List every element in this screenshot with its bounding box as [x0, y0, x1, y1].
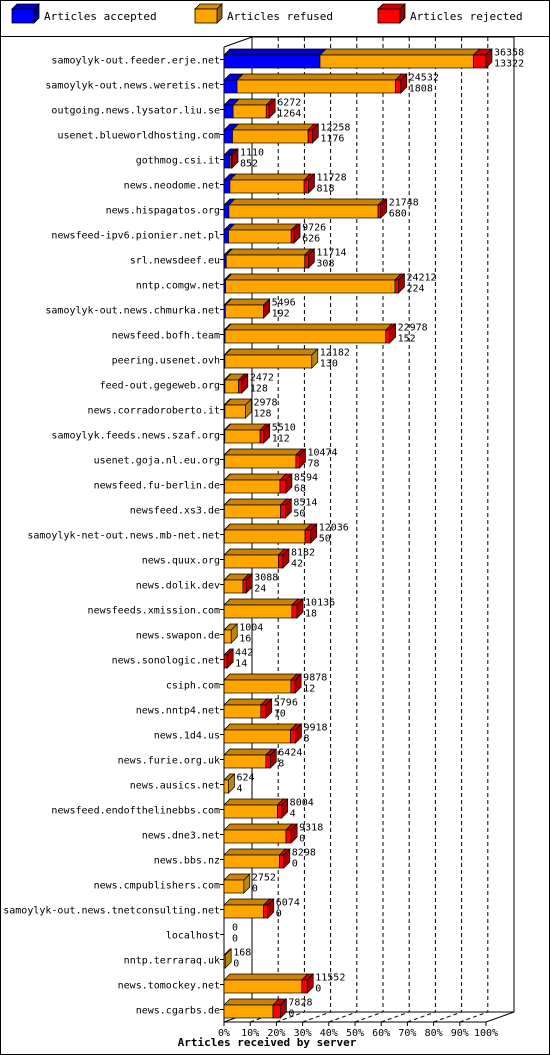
data-label-accepted: 0: [299, 833, 306, 845]
data-label-total: 10474: [307, 447, 338, 459]
x-tick-label: 50%: [345, 1028, 365, 1039]
bar-top: [224, 974, 308, 980]
bar-segment-rejected: [302, 980, 307, 993]
bar-segment-rejected: [261, 705, 266, 718]
bar-segment-accepted: [224, 105, 233, 118]
data-label-accepted: 50: [318, 533, 331, 545]
bar-segment-refused: [225, 330, 386, 343]
bar-segment-refused: [225, 355, 312, 368]
legend-label: Articles rejected: [410, 10, 523, 23]
bar-segment-refused: [225, 430, 260, 443]
x-tick-label: 90%: [450, 1028, 469, 1039]
bar-top: [230, 174, 310, 180]
legend-swatch: [378, 9, 400, 23]
category-label: outgoing.news.lysator.liu.se: [51, 105, 220, 117]
bar-segment-rejected: [224, 655, 227, 668]
bar-segment-refused: [237, 80, 396, 93]
data-label-accepted: 42: [290, 558, 304, 570]
bar-top: [225, 424, 266, 430]
data-label-accepted: 128: [249, 383, 268, 395]
bar-top: [224, 599, 298, 605]
category-label: news.dolik.dev: [135, 580, 220, 592]
category-label: samoylyk-out.news.tnetconsulting.net: [3, 905, 220, 917]
data-label-accepted: 0: [275, 908, 282, 920]
category-label: usenet.blueworldhosting.com: [57, 130, 220, 142]
bar-top: [229, 224, 298, 230]
category-label: samoylyk-net-out.news.mb-net.net: [27, 530, 220, 542]
data-label-total: 36358: [494, 47, 525, 59]
bar-segment-refused: [224, 605, 292, 618]
bar-top: [224, 699, 267, 705]
data-label-accepted: 10: [273, 708, 286, 720]
bar-top: [224, 724, 296, 730]
bar-segment-refused: [224, 905, 264, 918]
bar-top: [224, 524, 311, 530]
bar-segment-rejected: [292, 605, 297, 618]
bar-segment-rejected: [396, 80, 401, 93]
bar-segment-refused: [224, 1005, 273, 1018]
bar-segment-refused: [225, 405, 246, 418]
data-label-accepted: 1264: [277, 108, 302, 120]
category-label: newsfeed-ipv6.pionier.net.pl: [51, 230, 220, 242]
bar-top: [225, 324, 392, 330]
bar-segment-accepted: [224, 230, 229, 243]
data-label-total: 168: [233, 947, 252, 959]
bar-segment-rejected: [278, 555, 283, 568]
data-label-accepted: 12: [303, 683, 316, 695]
x-tick-label: 10%: [241, 1028, 260, 1039]
bar-top: [226, 249, 311, 255]
bar-segment-rejected: [280, 480, 286, 493]
data-label-total: 9318: [299, 822, 324, 834]
bar-segment-rejected: [386, 330, 390, 343]
category-label: newsfeed.xs3.de: [129, 505, 220, 517]
data-label-total: 10136: [305, 597, 336, 609]
bar-segment-rejected: [273, 1005, 280, 1018]
bar-segment-refused: [224, 830, 286, 843]
data-label-accepted: 224: [406, 283, 425, 295]
data-label-accepted: 78: [307, 458, 320, 470]
data-label-accepted: 68: [293, 483, 306, 495]
bar-segment-accepted: [224, 130, 232, 143]
data-label-total: 7828: [288, 997, 313, 1009]
category-label: news.hispagatos.org: [105, 205, 220, 217]
data-label-total: 11714: [316, 247, 347, 259]
data-label-accepted: 8: [278, 758, 285, 770]
category-label: news.quux.org: [141, 555, 220, 567]
data-label-accepted: 13322: [494, 58, 525, 70]
bar-segment-refused: [230, 180, 304, 193]
data-label-total: 9918: [303, 722, 328, 734]
bar-top: [226, 274, 401, 280]
bar-top: [224, 799, 283, 805]
bar-top: [320, 49, 479, 55]
bar-top: [224, 674, 297, 680]
x-tick-label: 30%: [293, 1028, 312, 1039]
x-tick-label: 60%: [372, 1028, 391, 1039]
data-label-total: 8594: [293, 472, 319, 484]
data-label-total: 8004: [289, 797, 314, 809]
data-label-total: 5796: [273, 697, 298, 709]
category-label: newsfeed.fu-berlin.de: [93, 480, 220, 492]
data-label-total: 0: [232, 922, 239, 934]
bar-top: [225, 449, 302, 455]
data-label-total: 5510: [271, 422, 296, 434]
data-label-accepted: 4: [289, 808, 296, 820]
x-tick-label: 70%: [398, 1028, 417, 1039]
data-label-total: 5496: [271, 297, 296, 309]
bar-top: [229, 199, 384, 205]
category-label: news.neodome.net: [123, 180, 220, 192]
data-label-accepted: 0: [288, 1008, 295, 1020]
legend-swatch: [195, 9, 217, 23]
data-label-total: 12182: [319, 347, 350, 359]
category-label: samoylyk.feeds.news.szaf.org: [51, 430, 220, 442]
category-label: news.corradoroberto.it: [87, 405, 220, 417]
bar-segment-refused: [224, 855, 279, 868]
data-label-total: 12036: [318, 522, 349, 534]
data-label-total: 6074: [275, 897, 300, 909]
data-label-total: 8182: [290, 547, 316, 559]
bar-segment-refused: [224, 505, 280, 518]
bar-segment-refused: [224, 630, 231, 643]
category-label: news.sonologic.net: [111, 655, 220, 667]
data-label-total: 6424: [278, 747, 303, 759]
data-label-accepted: 18: [305, 608, 318, 620]
category-label: news.dne3.net: [141, 830, 220, 842]
data-label-total: 21748: [388, 197, 419, 209]
bar-segment-rejected: [279, 855, 283, 868]
data-label-accepted: 818: [316, 183, 335, 195]
bar-segment-rejected: [296, 455, 300, 468]
category-label: samoylyk-out.news.weretis.net: [45, 80, 220, 92]
bar-segment-rejected: [305, 255, 309, 268]
data-label-accepted: 1808: [408, 83, 433, 95]
data-label-total: 8514: [293, 497, 318, 509]
bar-segment-refused: [224, 680, 291, 693]
bar-top: [233, 99, 272, 105]
bar-top: [224, 899, 270, 905]
category-label: news.bbs.nz: [153, 855, 220, 867]
bar-segment-refused: [232, 130, 308, 143]
bar-segment-refused: [229, 230, 292, 243]
category-label: samoylyk-out.feeder.erje.net: [51, 55, 220, 67]
bar-segment-rejected: [308, 130, 312, 143]
bar-segment-rejected: [243, 580, 246, 593]
data-label-accepted: 852: [239, 158, 259, 170]
data-label-total: 8298: [291, 847, 316, 859]
data-label-total: 2752: [251, 872, 276, 884]
data-label-accepted: 680: [388, 208, 407, 220]
category-label: srl.newsdeef.eu: [129, 255, 220, 267]
data-label-total: 11728: [316, 172, 347, 184]
category-label: news.furie.org.uk: [117, 755, 220, 767]
bar-top: [224, 999, 279, 1005]
bar-segment-rejected: [290, 730, 295, 743]
bar-top: [224, 549, 284, 555]
bar-segment-refused: [224, 580, 243, 593]
data-label-accepted: 0: [315, 983, 322, 995]
bar-segment-refused: [233, 105, 266, 118]
bar-segment-refused: [320, 55, 473, 68]
data-label-accepted: 8: [303, 733, 310, 745]
data-label-total: 624: [236, 772, 255, 784]
bar-segment-rejected: [291, 230, 294, 243]
category-label: gothmog.csi.it: [135, 155, 220, 167]
x-tick-label: 80%: [424, 1028, 443, 1039]
data-label-total: 22978: [397, 322, 428, 334]
bar-segment-accepted: [224, 80, 237, 93]
bar-segment-refused: [224, 730, 290, 743]
bar-segment-refused: [226, 255, 305, 268]
category-label: news.ausics.net: [129, 780, 220, 792]
bar-segment-rejected: [286, 830, 291, 843]
data-label-total: 1004: [239, 622, 264, 634]
bar-segment-refused: [229, 205, 378, 218]
data-label-accepted: 308: [316, 258, 335, 270]
data-label-total: 1110: [239, 147, 265, 159]
bar-segment-rejected: [473, 55, 486, 68]
x-tick-label: 40%: [319, 1028, 338, 1039]
category-label: feed-out.gegeweb.org: [99, 380, 220, 392]
data-label-accepted: 128: [253, 408, 272, 420]
category-label: csiph.com: [165, 680, 220, 692]
bar-top: [224, 499, 286, 505]
category-label: newsfeed.endofthelinebbs.com: [51, 805, 220, 817]
bar-segment-refused: [224, 555, 278, 568]
data-label-total: 11552: [315, 972, 346, 984]
bar-segment-rejected: [291, 680, 295, 693]
bar-segment-refused: [225, 305, 263, 318]
bar-segment-refused: [224, 480, 279, 493]
data-label-total: 12258: [320, 122, 351, 134]
data-label-accepted: 14: [235, 658, 248, 670]
data-label-accepted: 24: [254, 583, 267, 595]
bar-segment-rejected: [395, 280, 399, 293]
bar-segment-rejected: [264, 905, 268, 918]
bar-segment-refused: [224, 780, 228, 793]
data-label-total: 24212: [406, 272, 437, 284]
bar-top: [232, 124, 314, 130]
legend-label: Articles accepted: [44, 10, 157, 23]
data-label-accepted: 4: [236, 783, 243, 795]
category-label: news.cgarbs.de: [135, 1005, 220, 1017]
bar-segment-rejected: [378, 205, 381, 218]
category-label: news.nntp4.net: [135, 705, 220, 717]
bar-segment-rejected: [305, 530, 311, 543]
bar-segment-accepted: [224, 55, 320, 68]
data-label-accepted: 50: [293, 508, 306, 520]
category-label: usenet.goja.nl.eu.org: [93, 455, 220, 467]
category-label: news.tomockey.net: [117, 980, 220, 992]
category-label: peering.usenet.ovh: [111, 355, 220, 367]
data-label-total: 24532: [408, 72, 439, 84]
x-axis-label: Articles received by server: [177, 1036, 357, 1049]
bar-segment-rejected: [260, 430, 264, 443]
data-label-accepted: 626: [302, 233, 321, 245]
data-label-accepted: 152: [397, 333, 416, 345]
bar-segment-refused: [224, 755, 266, 768]
bar-segment-accepted: [224, 155, 230, 168]
bar-segment-rejected: [266, 755, 270, 768]
bar-segment-rejected: [239, 380, 242, 393]
data-label-total: 9878: [303, 672, 328, 684]
data-label-accepted: 1176: [320, 133, 345, 145]
bar-top: [224, 474, 285, 480]
x-tick-label: 100%: [473, 1028, 499, 1039]
data-label-total: 2472: [249, 372, 274, 384]
bar-segment-refused: [224, 880, 244, 893]
bar-segment-refused: [224, 805, 277, 818]
category-label: nntp.terraraq.uk: [123, 955, 220, 967]
category-label: samoylyk-out.news.chmurka.net: [45, 305, 220, 317]
bar-top: [237, 74, 402, 80]
data-label-accepted: 130: [319, 358, 338, 370]
bar-top: [224, 749, 272, 755]
category-label: news.1d4.us: [153, 730, 220, 742]
data-label-total: 442: [235, 647, 254, 659]
bar-segment-rejected: [304, 180, 308, 193]
bar-segment-refused: [224, 980, 302, 993]
bar-segment-rejected: [266, 105, 269, 118]
bar-segment-refused: [225, 455, 296, 468]
category-label: news.swapon.de: [135, 630, 220, 642]
category-label: newsfeeds.xmission.com: [87, 605, 220, 617]
bar-segment-refused: [224, 530, 305, 543]
data-label-accepted: 112: [271, 433, 290, 445]
data-label-total: 6272: [277, 97, 302, 109]
legend-label: Articles refused: [227, 10, 333, 23]
legend-swatch: [12, 9, 34, 23]
category-label: newsfeed.bofh.team: [111, 330, 220, 342]
x-tick-label: 20%: [267, 1028, 286, 1039]
data-label-accepted: 192: [271, 308, 290, 320]
bar-segment-refused: [224, 705, 261, 718]
bar-top: [224, 49, 326, 55]
bar-segment-rejected: [277, 805, 281, 818]
bar-top: [225, 349, 318, 355]
bar-top: [225, 299, 269, 305]
bar-segment-rejected: [281, 505, 286, 518]
bar-segment-refused: [226, 280, 395, 293]
data-label-total: 3088: [254, 572, 279, 584]
category-label: nntp.comgw.net: [135, 280, 220, 292]
data-label-accepted: 0: [291, 858, 298, 870]
category-label: localhost: [165, 930, 220, 942]
x-tick-label: 0%: [217, 1028, 231, 1039]
data-label-accepted: 0: [233, 958, 240, 970]
bar-segment-accepted: [224, 205, 229, 218]
bar-segment-refused: [225, 380, 239, 393]
data-label-total: 9726: [302, 222, 327, 234]
data-label-accepted: 0: [251, 883, 258, 895]
category-label: news.cmpublishers.com: [93, 880, 220, 892]
bar-top: [224, 824, 292, 830]
data-label-accepted: 16: [239, 633, 252, 645]
data-label-accepted: 0: [232, 933, 239, 945]
bar-segment-accepted: [224, 180, 230, 193]
data-label-total: 2978: [253, 397, 278, 409]
bar-top: [224, 849, 285, 855]
